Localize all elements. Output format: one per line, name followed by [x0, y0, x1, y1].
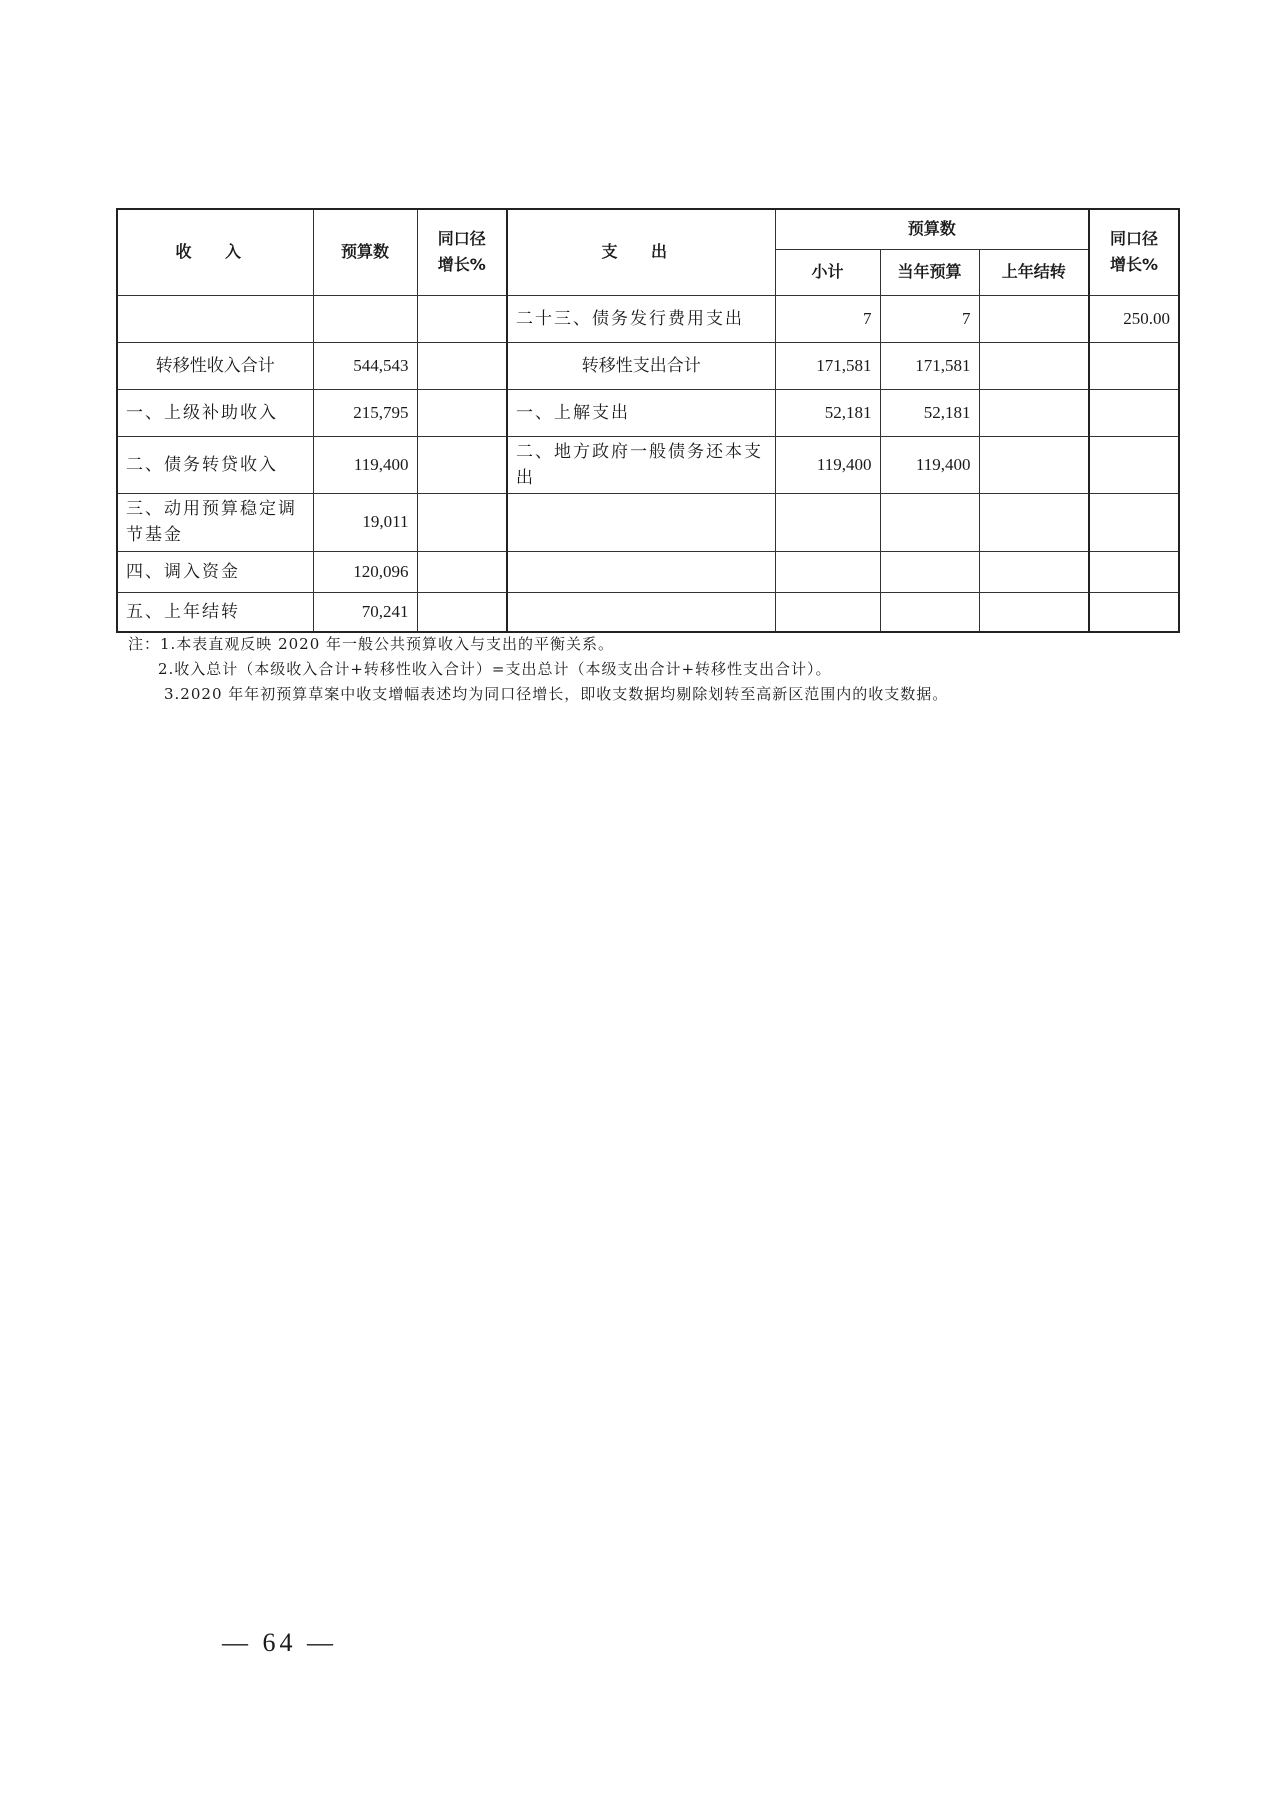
income-budget: [313, 295, 417, 342]
expense-current: [880, 493, 979, 551]
expense-carryover: [979, 389, 1089, 436]
expense-subtotal: 52,181: [775, 389, 880, 436]
income-label: [117, 295, 313, 342]
table-row: [117, 342, 1179, 389]
income-growth: [417, 342, 507, 389]
table-row: [117, 493, 1179, 551]
header-growth-left: 同口径增长%: [417, 209, 507, 295]
table-row: [117, 436, 1179, 493]
income-budget: 70,241: [313, 592, 417, 632]
expense-label: 二十三、债务发行费用支出: [507, 295, 775, 342]
table-notes: [128, 632, 1188, 707]
expense-label: 转移性支出合计: [507, 342, 775, 389]
income-budget: 119,400: [313, 436, 417, 493]
expense-subtotal: 7: [775, 295, 880, 342]
note-2: 2.收入总计（本级收入合计+转移性收入合计）=支出总计（本级支出合计+转移性支出合计）。: [158, 660, 832, 678]
expense-carryover: [979, 295, 1089, 342]
header-budget-group: 预算数: [775, 209, 1089, 249]
header-expense: 支 出: [507, 209, 775, 295]
expense-label: [507, 493, 775, 551]
header-prev-carryover: 上年结转: [979, 249, 1089, 295]
expense-growth: [1089, 342, 1179, 389]
table-row: [117, 389, 1179, 436]
expense-growth: [1089, 592, 1179, 632]
expense-subtotal: 171,581: [775, 342, 880, 389]
income-label: 转移性收入合计: [117, 342, 313, 389]
header-budget: 预算数: [313, 209, 417, 295]
header-subtotal: 小计: [775, 249, 880, 295]
income-budget: 120,096: [313, 551, 417, 592]
expense-carryover: [979, 342, 1089, 389]
income-label: 四、调入资金: [117, 551, 313, 592]
budget-balance-table: [116, 208, 1180, 633]
expense-growth: 250.00: [1089, 295, 1179, 342]
expense-current: 52,181: [880, 389, 979, 436]
income-label: 二、债务转贷收入: [117, 436, 313, 493]
expense-current: [880, 551, 979, 592]
table-row: [117, 551, 1179, 592]
expense-label: [507, 551, 775, 592]
expense-carryover: [979, 592, 1089, 632]
page-number: — 64 —: [222, 1628, 337, 1657]
income-label: 五、上年结转: [117, 592, 313, 632]
header-income: 收 入: [117, 209, 313, 295]
income-growth: [417, 389, 507, 436]
income-budget: 544,543: [313, 342, 417, 389]
expense-label: 一、上解支出: [507, 389, 775, 436]
income-budget: 19,011: [313, 493, 417, 551]
expense-current: 7: [880, 295, 979, 342]
income-growth: [417, 551, 507, 592]
income-growth: [417, 592, 507, 632]
expense-label: [507, 592, 775, 632]
expense-carryover: [979, 436, 1089, 493]
income-budget: 215,795: [313, 389, 417, 436]
income-label: 一、上级补助收入: [117, 389, 313, 436]
expense-subtotal: 119,400: [775, 436, 880, 493]
expense-growth: [1089, 493, 1179, 551]
expense-growth: [1089, 551, 1179, 592]
expense-subtotal: [775, 493, 880, 551]
expense-growth: [1089, 436, 1179, 493]
table-row: [117, 592, 1179, 632]
note-3: 3.2020 年年初预算草案中收支增幅表述均为同口径增长，即收支数据均剔除划转至高新区范围内的收支数据。: [164, 685, 949, 703]
expense-current: [880, 592, 979, 632]
table-row: [117, 295, 1179, 342]
expense-current: 119,400: [880, 436, 979, 493]
expense-current: 171,581: [880, 342, 979, 389]
income-label: 三、动用预算稳定调节基金: [117, 493, 313, 551]
expense-label: 二、地方政府一般债务还本支出: [507, 436, 775, 493]
expense-subtotal: [775, 551, 880, 592]
header-growth-right: 同口径增长%: [1089, 209, 1179, 295]
income-growth: [417, 493, 507, 551]
expense-carryover: [979, 493, 1089, 551]
expense-subtotal: [775, 592, 880, 632]
expense-growth: [1089, 389, 1179, 436]
expense-carryover: [979, 551, 1089, 592]
header-current-budget: 当年预算: [880, 249, 979, 295]
income-growth: [417, 436, 507, 493]
note-1: 注：1.本表直观反映 2020 年一般公共预算收入与支出的平衡关系。: [128, 635, 615, 653]
income-growth: [417, 295, 507, 342]
